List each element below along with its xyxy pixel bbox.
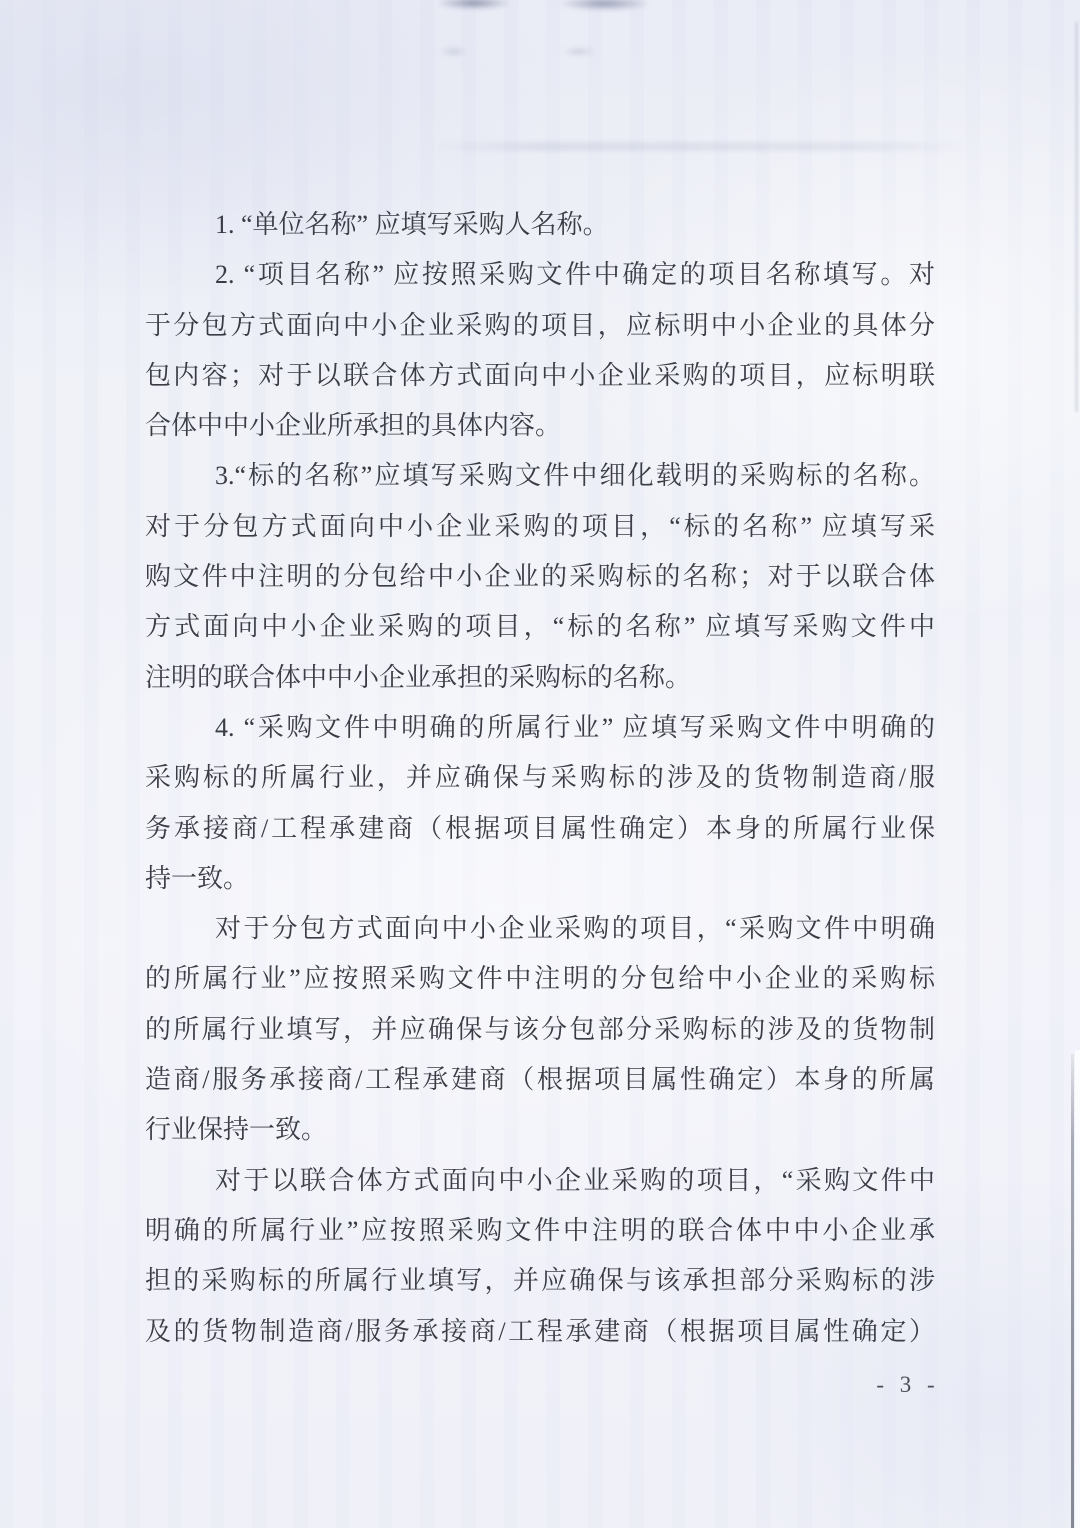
scan-edge-line bbox=[1075, 22, 1078, 412]
scan-bleed-smudge bbox=[562, 46, 596, 57]
scan-bleed-smudge bbox=[436, 0, 512, 10]
text-line: 采购标的所属行业，并应确保与采购标的涉及的货物制造商/服 bbox=[145, 763, 935, 793]
text-line: 于分包方式面向中小企业采购的项目，应标明中小企业的具体分 bbox=[145, 310, 935, 340]
text-line: 对于以联合体方式面向中小企业采购的项目，“采购文件中 bbox=[215, 1165, 935, 1195]
text-line: 务承接商/工程承建商（根据项目属性确定）本身的所属行业保 bbox=[145, 813, 935, 843]
text-line: 持一致。 bbox=[145, 863, 250, 893]
paragraph-1 bbox=[145, 200, 935, 250]
text-line: 的所属行业”应按照采购文件中注明的分包给中小企业的采购标 bbox=[145, 964, 935, 994]
text-line: 造商/服务承接商/工程承建商（根据项目属性确定）本身的所属 bbox=[145, 1065, 935, 1095]
paragraph-5 bbox=[145, 904, 935, 1155]
scan-bleed-smudge bbox=[558, 0, 652, 11]
scan-edge-line bbox=[1071, 1054, 1074, 1528]
text-line: 注明的联合体中中小企业承担的采购标的名称。 bbox=[145, 662, 692, 692]
scan-bleed-smudge bbox=[440, 46, 468, 57]
text-line: 2. “项目名称” 应按照采购文件中确定的项目名称填写。对 bbox=[215, 260, 935, 290]
text-line: 合体中中小企业所承担的具体内容。 bbox=[145, 411, 562, 441]
paragraph-6 bbox=[145, 1156, 935, 1357]
text-line: 对于分包方式面向中小企业采购的项目，“采购文件中明确 bbox=[215, 914, 935, 944]
document-body bbox=[145, 200, 935, 1357]
text-line: 及的货物制造商/服务承接商/工程承建商（根据项目属性确定） bbox=[145, 1316, 935, 1346]
text-line: 包内容；对于以联合体方式面向中小企业采购的项目，应标明联 bbox=[145, 360, 935, 390]
text-line: 担的采购标的所属行业填写，并应确保与该承担部分采购标的涉 bbox=[145, 1266, 935, 1296]
text-line: 方式面向中小企业采购的项目，“标的名称” 应填写采购文件中 bbox=[145, 612, 935, 642]
scan-bleed-band bbox=[430, 142, 970, 151]
text-line: 购文件中注明的分包给中小企业的采购标的名称；对于以联合体 bbox=[145, 562, 935, 592]
text-line: 行业保持一致。 bbox=[145, 1115, 328, 1145]
text-line: 明确的所属行业”应按照采购文件中注明的联合体中中小企业承 bbox=[145, 1215, 935, 1245]
scan-edge-highlight bbox=[1075, 1050, 1080, 1528]
text-line: 1. “单位名称” 应填写采购人名称。 bbox=[215, 210, 609, 239]
page-number: - 3 - bbox=[876, 1372, 940, 1397]
text-line: 4. “采购文件中明确的所属行业” 应填写采购文件中明确的 bbox=[215, 712, 935, 742]
text-line: 对于分包方式面向中小企业采购的项目，“标的名称” 应填写采 bbox=[145, 511, 935, 541]
paragraph-3 bbox=[145, 451, 935, 702]
text-line: 的所属行业填写，并应确保与该分包部分采购标的涉及的货物制 bbox=[145, 1014, 935, 1044]
text-line: 3.“标的名称”应填写采购文件中细化载明的采购标的名称。 bbox=[215, 461, 935, 491]
paragraph-4 bbox=[145, 703, 935, 904]
paragraph-2 bbox=[145, 250, 935, 451]
